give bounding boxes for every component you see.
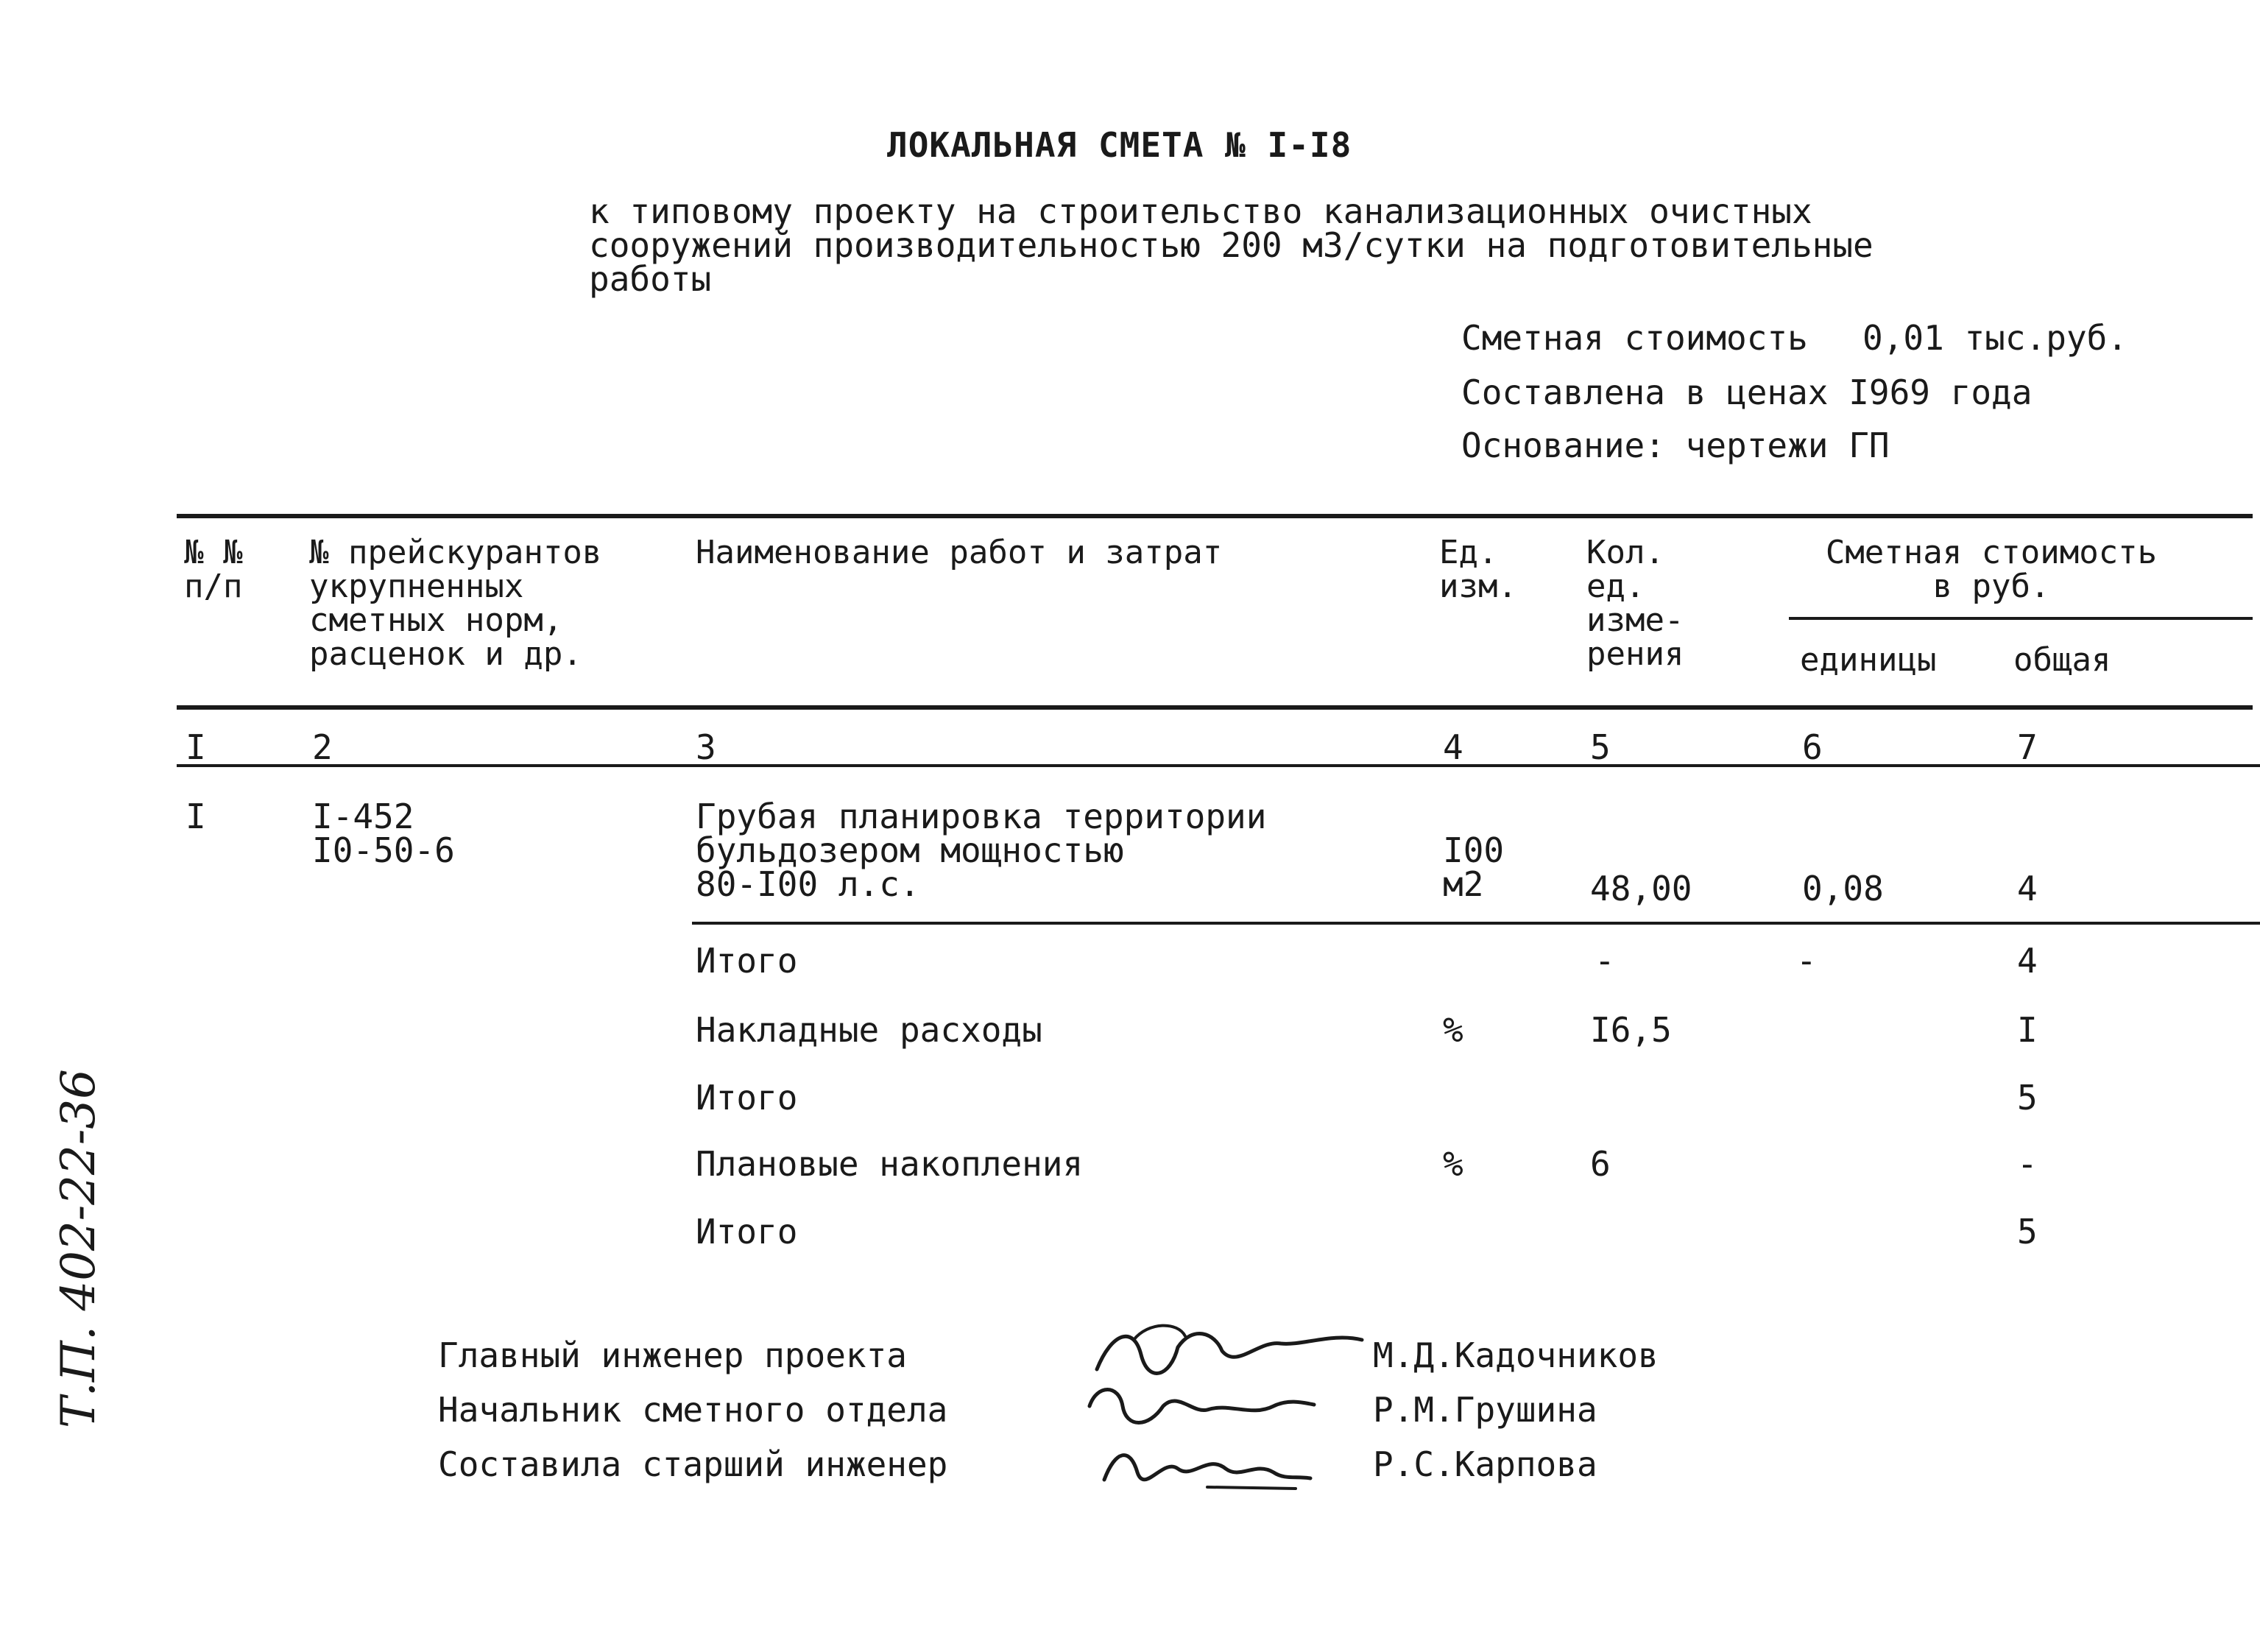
main-row-rule (692, 922, 2260, 925)
column-number-3: 3 (696, 727, 716, 767)
header-col6: единицы (1800, 641, 1937, 679)
cost-group-rule (1789, 617, 2253, 620)
summary-unit: % (1443, 1010, 1463, 1050)
signature-position-2: Начальник сметного отдела (438, 1390, 948, 1430)
subtitle-line-3: работы (589, 259, 712, 299)
main-row-qty: 48,00 (1590, 869, 1692, 908)
column-number-2: 2 (312, 727, 333, 767)
subtitle-line-1: к типовому проекту на строительство канализационных очистных (589, 191, 1812, 231)
main-row-unit: I00 м2 (1443, 830, 1505, 904)
column-number-4: 4 (1443, 727, 1463, 767)
signature-position-1: Главный инженер проекта (438, 1335, 907, 1375)
prices-line: Составлена в ценах I969 года (1461, 373, 2033, 412)
header-cost-group: Сметная стоимость в руб. (1825, 534, 2158, 605)
header-col4: Ед. изм. (1439, 534, 1517, 605)
column-number-6: 6 (1802, 727, 1823, 767)
cost-value: 0,01 тыс.руб. (1862, 318, 2128, 358)
signature-name-1: М.Д.Кадочников (1373, 1335, 1659, 1375)
column-numbers-rule (177, 764, 2260, 767)
summary-qty: - (1595, 941, 1615, 981)
main-row-name: Грубая планировка территории бульдозером мощностью 80-I00 л.с. (696, 797, 1267, 904)
summary-name: Накладные расходы (696, 1010, 1042, 1050)
main-row-total: 4 (2017, 869, 2038, 908)
header-col7: общая (2013, 641, 2111, 679)
summary-unit: % (1443, 1144, 1463, 1184)
summary-unit-cost: - (1796, 941, 1817, 981)
summary-name: Итого (696, 941, 798, 981)
signature-position-3: Составила старший инженер (438, 1444, 948, 1484)
side-note: Т.П. 402-22-36 (52, 1069, 106, 1428)
summary-total: 5 (2017, 1078, 2038, 1118)
handwritten-signature-3 (1097, 1436, 1318, 1502)
signature-name-2: Р.М.Грушина (1373, 1390, 1597, 1430)
header-bottom-rule (177, 705, 2253, 710)
summary-qty: 6 (1590, 1144, 1611, 1184)
header-col5: Кол. ед. изме- рения (1586, 534, 1684, 673)
header-col2: № прейскурантов укрупненных сметных норм, расценок и др. (309, 534, 602, 673)
summary-total: - (2017, 1144, 2038, 1184)
summary-name: Итого (696, 1212, 798, 1252)
document-title: ЛОКАЛЬНАЯ СМЕТА № I-I8 (887, 125, 1352, 165)
summary-total: 5 (2017, 1212, 2038, 1252)
column-number-1: I (186, 727, 206, 767)
summary-total: I (2017, 1010, 2038, 1050)
column-number-7: 7 (2017, 727, 2038, 767)
main-row-unit-cost: 0,08 (1802, 869, 1884, 908)
summary-name: Плановые накопления (696, 1144, 1084, 1184)
signature-name-3: Р.С.Карпова (1373, 1444, 1597, 1484)
cost-label: Сметная стоимость (1461, 318, 1808, 358)
main-row-refs: I-452 I0-50-6 (312, 797, 455, 870)
main-row-number: I (186, 797, 206, 836)
handwritten-signature-2 (1082, 1377, 1318, 1436)
header-col1: № № п/п (184, 534, 243, 605)
summary-name: Итого (696, 1078, 798, 1118)
header-col3: Наименование работ и затрат (696, 534, 1223, 571)
column-number-5: 5 (1590, 727, 1611, 767)
basis-line: Основание: чертежи ГП (1461, 426, 1890, 465)
subtitle-line-2: сооружений производительностью 200 м3/сутки на подготовительные (589, 225, 1874, 265)
summary-total: 4 (2017, 941, 2038, 981)
table-top-rule (177, 514, 2253, 518)
handwritten-signature-1 (1090, 1318, 1369, 1384)
summary-qty: I6,5 (1590, 1010, 1672, 1050)
